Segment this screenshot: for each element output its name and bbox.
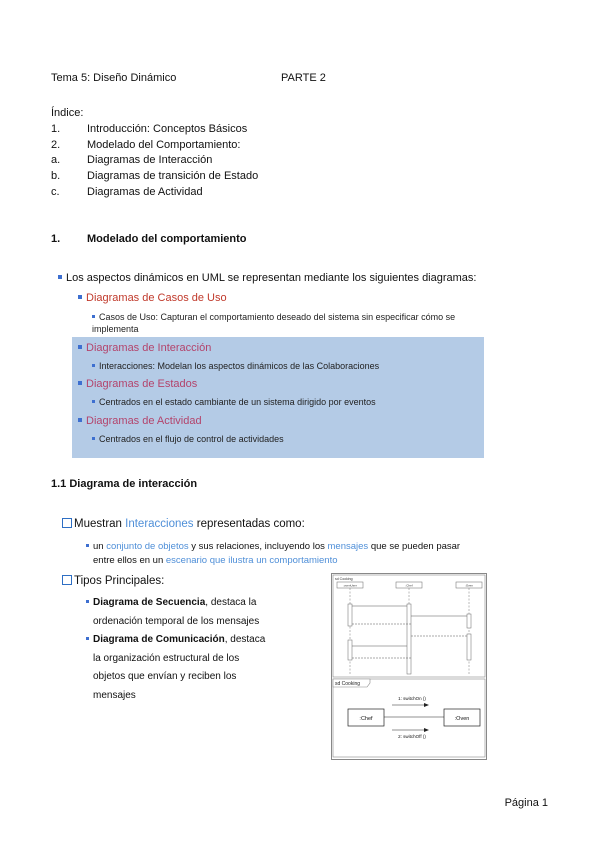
list-item-cont: mensajes [93,689,136,701]
comm-object-label: :Chef [359,716,373,722]
bullet-icon [78,418,82,422]
page-title: Tema 5: Diseño Dinámico [51,72,177,84]
lifeline-label: :ovenUser [343,583,357,588]
bullet-icon [58,275,62,279]
checkbox-bullet-icon [62,575,72,585]
bullet-icon [86,637,89,640]
shown-subline: un conjunto de objetos y sus relaciones, incluyendo los mensajes que se pueden pasar entre ellos en un escenario que ilustra un comportamiento [86,540,506,568]
index-label: Índice: [51,107,84,119]
bullet-icon [92,437,95,440]
list-item-desc: Casos de Uso: Capturan el comportamiento deseado del sistema sin especificar cómo se implementa [92,312,456,334]
list-item: Diagrama de Comunicación, destaca [86,631,296,650]
part-label: PARTE 2 [281,72,326,84]
list-item: Diagrama de Secuencia, destaca la [86,594,296,613]
index-item: 1. Introducción: Conceptos Básicos [51,122,248,135]
index-item: b. Diagramas de transición de Estado [51,170,259,183]
comm-message-label: 1: switchOn () [398,696,426,701]
list-item: Diagramas de Actividad [78,415,202,427]
types-list [86,594,296,705]
bullet-icon [86,544,89,547]
comm-object-label: :Oven [454,716,470,722]
comm-message-label: 2: switchOff () [398,734,426,739]
index [51,106,258,201]
bullet-icon [78,381,82,385]
lifeline-label: :Oven [464,583,474,588]
bullet-icon [92,400,95,403]
sequence-and-communication-diagram [332,574,486,759]
list-item-cont: la organización estructural de los [93,652,240,664]
page-number: Página 1 [504,797,548,809]
shown-line: Muestran Interacciones representadas como: [62,518,305,530]
bullet-icon [92,364,95,367]
list-item-cont: ordenación temporal de los mensajes [93,615,260,627]
index-item: c. Diagramas de Actividad [51,185,203,198]
subsection-heading: 1.1 Diagrama de interacción [51,478,198,490]
index-item: a. Diagramas de Interacción [51,154,213,167]
bullet-icon [78,345,82,349]
section-heading: 1. Modelado del comportamiento [51,233,247,245]
seq-frame-label: sd Cooking [335,577,353,581]
list-item: Diagramas de Interacción [78,342,211,354]
section-intro: Los aspectos dinámicos en UML se representan mediante los siguientes diagramas: [58,272,476,284]
list-item-cont: objetos que envían y reciben los [93,671,237,682]
list-item-desc: Interacciones: Modelan los aspectos dinámicos de las Colaboraciones [92,360,379,372]
uml-diagram-figure [331,573,487,760]
list-item: Diagramas de Estados [78,378,197,390]
types-label: Tipos Principales: [62,575,164,587]
list-item-desc: Centrados en el estado cambiante de un sistema dirigido por eventos [92,396,376,408]
bullet-icon [78,295,82,299]
index-item: 2. Modelado del Comportamiento: [51,138,241,151]
lifeline-label: :Chef [405,583,413,588]
bullet-icon [86,600,89,603]
comm-frame-label: sd Cooking [335,681,361,687]
bullet-icon [92,315,95,318]
list-item-desc: Centrados en el flujo de control de actividades [92,433,284,445]
list-item: Diagramas de Casos de Uso [78,292,227,304]
checkbox-bullet-icon [62,518,72,528]
